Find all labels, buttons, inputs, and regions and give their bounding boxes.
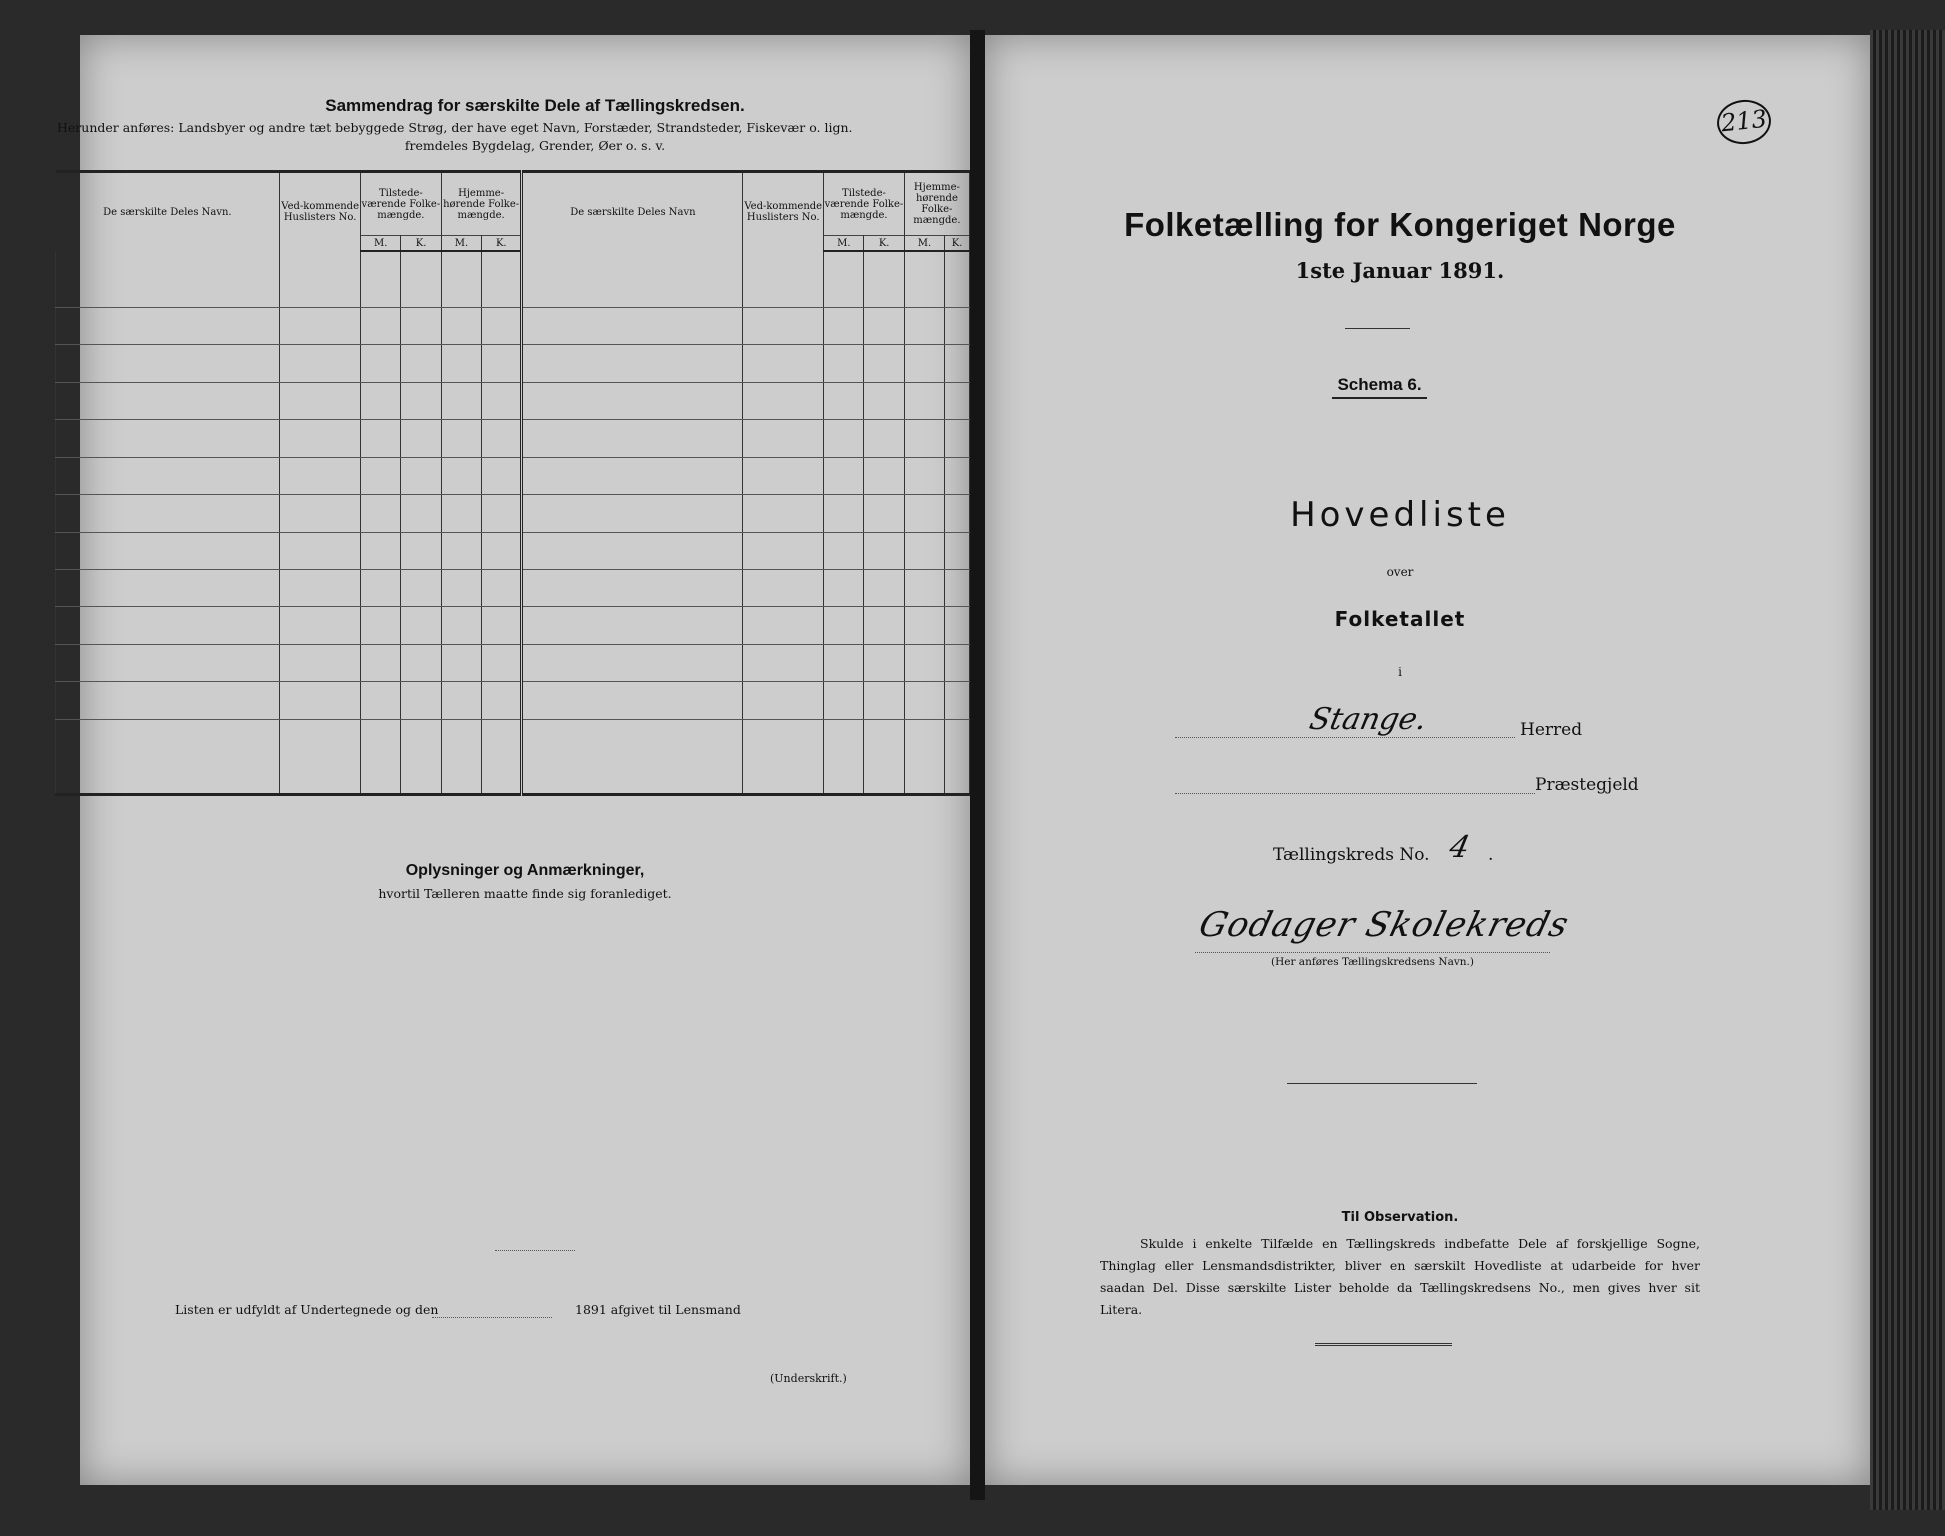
hovedliste-heading: Hovedliste: [1290, 495, 1510, 535]
herred-blank-line: [1175, 737, 1515, 738]
table-row: [56, 607, 970, 644]
table-row: [56, 251, 970, 307]
col-m: M.: [824, 236, 864, 252]
dotted-line: [495, 1250, 575, 1251]
divider-rule: [1345, 328, 1410, 329]
col-tilstede-header: Tilstede-værende Folke-mængde.: [361, 172, 442, 236]
kreds-name-caption: (Her anføres Tællingskredsens Navn.): [1270, 956, 1474, 968]
kreds-name-line: [1195, 952, 1550, 953]
table-row: [56, 532, 970, 569]
col-tilstede2-header: Tilstede-værende Folke-mængde.: [824, 172, 905, 236]
prestegjeld-blank-line: [1175, 793, 1535, 794]
col-k: K.: [401, 236, 441, 252]
table-row: [56, 644, 970, 681]
submission-year-text: 1891 afgivet til Lensmand: [575, 1302, 741, 1317]
page-number-stamp: 213: [1715, 97, 1773, 146]
col-hjemme-header: Hjemme-hørende Folke-mængde.: [441, 172, 522, 236]
census-date: 1ste Januar 1891.: [1295, 258, 1505, 283]
summary-subtitle-2: fremdeles Bygdelag, Grender, Øer o. s. v.: [404, 138, 666, 153]
table-row: [56, 345, 970, 382]
folketallet-heading: Folketallet: [1334, 607, 1466, 631]
over-text: over: [1386, 565, 1414, 579]
kreds-number-dot: .: [1488, 845, 1494, 865]
col-huslister2-header: Ved-kommende Huslisters No.: [743, 172, 824, 252]
prestegjeld-label: Præstegjeld: [1535, 775, 1639, 795]
census-title: Folketælling for Kongeriget Norge: [1124, 206, 1676, 243]
summary-subtitle-1: Herunder anføres: Landsbyer og andre tæt bebyggede Strøg, der have eget Navn, Forstæder, Strandsteder, Fiskevær o. lign.: [57, 120, 853, 135]
remarks-subtitle: hvortil Tælleren maatte finde sig foranlediget.: [378, 886, 672, 901]
date-blank-line: [432, 1317, 552, 1318]
signature-caption: (Underskrift.): [770, 1372, 847, 1385]
observation-title: Til Observation.: [1341, 1210, 1459, 1225]
page-edges: [1870, 30, 1945, 1510]
double-rule: [1315, 1343, 1452, 1346]
col-huslister-header: Ved-kommende Huslisters No.: [280, 172, 361, 252]
table-row: [56, 307, 970, 344]
col-hjemme2-header: Hjemme-hørende Folke-mængde.: [904, 172, 969, 236]
col-name-header: De særskilte Deles Navn.: [56, 172, 280, 252]
kreds-number-handwritten: 4: [1446, 830, 1473, 865]
col-m: M.: [441, 236, 481, 252]
herred-label: Herred: [1520, 720, 1583, 740]
i-text: i: [1398, 665, 1402, 679]
divider-rule: [1287, 1083, 1477, 1084]
table-row: [56, 682, 970, 719]
table-row: [56, 570, 970, 607]
col-k: K.: [864, 236, 904, 252]
table-row: [56, 457, 970, 494]
col-name2-header: De særskilte Deles Navn: [522, 172, 743, 252]
schema-label: Schema 6.: [1332, 375, 1427, 399]
observation-text: Skulde i enkelte Tilfælde en Tællingskreds indbefatte Dele af forskjellige Sogne, Thinglag eller Lensmandsdistrikter, bliver en særskilt Hovedliste at udarbeide for hver saadan Del. Disse særskilte Lister beholde da Tællingskredsens No., men gives hver sit Litera.: [1100, 1236, 1700, 1317]
kreds-label: Tællingskreds No.: [1273, 845, 1430, 865]
summary-table: [55, 170, 970, 796]
table-row: [56, 382, 970, 419]
col-k: K.: [945, 236, 970, 252]
remarks-title: Oplysninger og Anmærkninger,: [405, 862, 645, 879]
table-row: [56, 719, 970, 794]
signature-statement: Listen er udfyldt af Undertegnede og den: [175, 1302, 439, 1317]
col-m: M.: [904, 236, 944, 252]
herred-handwritten: Stange.: [1306, 702, 1431, 737]
col-m: M.: [361, 236, 401, 252]
col-k: K.: [482, 236, 522, 252]
summary-table-body: [56, 251, 970, 795]
summary-title: Sammendrag for særskilte Dele af Tællingskredsen.: [325, 96, 745, 115]
kreds-name-handwritten: Godager Skolekreds: [1195, 905, 1574, 945]
table-row: [56, 420, 970, 457]
book-gutter: [970, 30, 985, 1500]
table-row: [56, 495, 970, 532]
